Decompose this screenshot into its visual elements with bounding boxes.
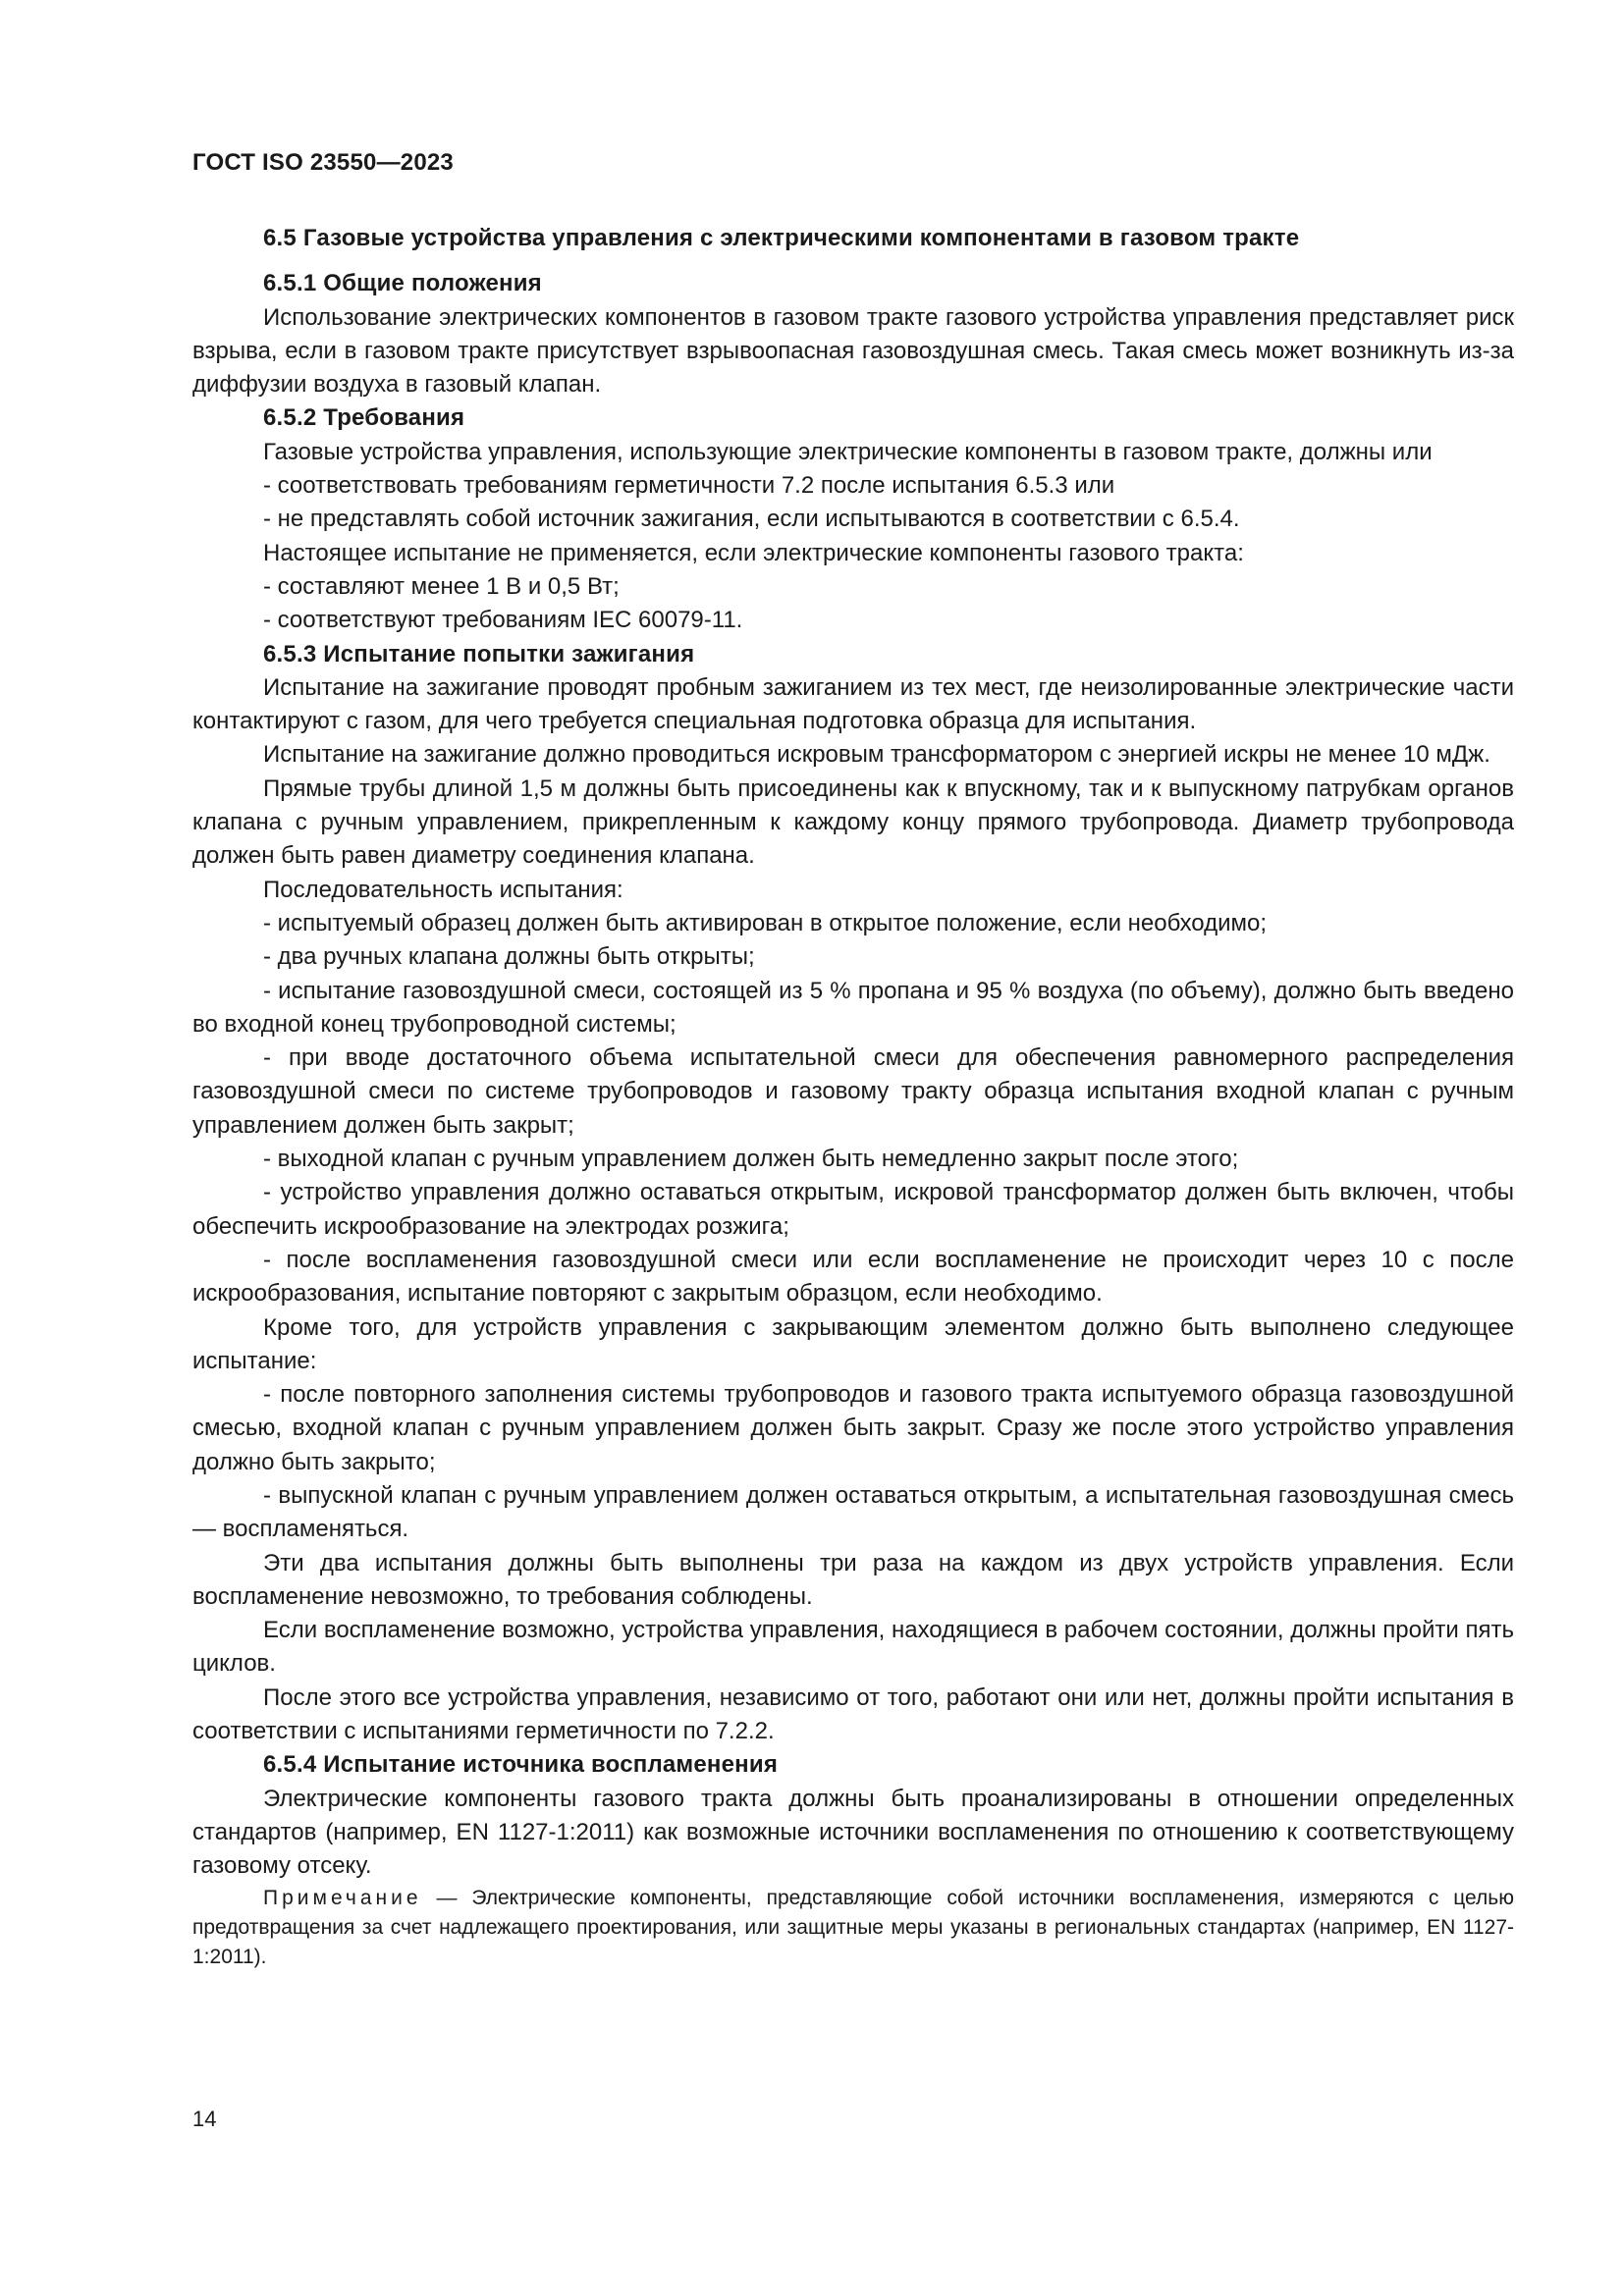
section-6-5-2-title: 6.5.2 Требования	[263, 404, 465, 432]
paragraph: Электрические компоненты газового тракта должны быть проанализированы в отношении определенных стандартов (например, EN 1127-1:2011) как возможные источники воспламенения по отношению к соответствующему газовому отсеку.	[192, 1785, 1514, 1880]
note	[192, 1884, 1514, 1972]
list-item: - не представлять собой источник зажигания, если испытываются в соответствии с 6.5.4.	[263, 506, 1240, 533]
list-item: - испытание газовоздушной смеси, состоящей из 5 % пропана и 95 % воздуха (по объему), должно быть введено во входной конец трубопроводной системы;	[192, 977, 1514, 1038]
paragraph: Прямые трубы длиной 1,5 м должны быть присоединены как к впускному, так и к выпускному патрубкам органов клапана с ручным управлением, прикрепленным к каждому концу прямого трубопровода. Диаметр трубопровода должен быть равен диаметру соединения клапана.	[192, 774, 1514, 870]
section-6-5-title: 6.5 Газовые устройства управления с электрическими компонентами в газовом тракте	[263, 225, 1300, 251]
paragraph: Испытание на зажигание проводят пробным зажиганием из тех мест, где неизолированные электрические части контактируют с газом, для чего требуется специальная подготовка образца для испытания.	[192, 673, 1514, 735]
list-item: - устройство управления должно оставаться открытым, искровой трансформатор должен быть включен, чтобы обеспечить искрообразование на электродах розжига;	[192, 1179, 1514, 1240]
list-item: - после воспламенения газовоздушной смеси или если воспламенение не происходит через 10 с после искрообразования, испытание повторяют с закрытым образцом, если необходимо.	[192, 1246, 1514, 1308]
list-item: - составляют менее 1 В и 0,5 Вт;	[263, 572, 620, 600]
paragraph: Использование электрических компонентов в газовом тракте газового устройства управления представляет риск взрыва, если в газовом тракте присутствует взрывоопасная газовоздушная смесь. Такая смесь может возникнуть из-за диффузии воздуха в газовый клапан.	[192, 303, 1514, 399]
section-6-5-4-title: 6.5.4 Испытание источника воспламенения	[263, 1751, 779, 1779]
paragraph: Кроме того, для устройств управления с закрывающим элементом должно быть выполнено следующее испытание:	[192, 1313, 1514, 1374]
section-6-5-1-title: 6.5.1 Общие положения	[263, 270, 542, 297]
list-item: - соответствовать требованиям герметичности 7.2 после испытания 6.5.3 или	[263, 472, 1115, 500]
list-item: - два ручных клапана должны быть открыты;	[263, 943, 755, 971]
paragraph: Если воспламенение возможно, устройства управления, находящиеся в рабочем состоянии, должны пройти пять циклов.	[192, 1617, 1514, 1678]
note-text: — Электрические компоненты, представляющие собой источники воспламенения, измеряются с целью предотвращения за счет надлежащего проектирования, или защитные меры указаны в региональных стандартах (например, EN 1127-1:2011).	[192, 1886, 1514, 1968]
paragraph: Последовательность испытания:	[263, 876, 623, 903]
paragraph: Настоящее испытание не применяется, если электрические компоненты газового тракта:	[263, 539, 1244, 566]
page-number: 14	[192, 2107, 217, 2131]
list-item: - выпускной клапан с ручным управлением должен оставаться открытым, а испытательная газовоздушная смесь — воспламеняться.	[192, 1481, 1514, 1543]
document-code: ГОСТ ISO 23550—2023	[192, 149, 454, 176]
paragraph: Эти два испытания должны быть выполнены три раза на каждом из двух устройств управления. Если воспламенение невозможно, то требования соблюдены.	[192, 1549, 1514, 1610]
list-item: - выходной клапан с ручным управлением должен быть немедленно закрыт после этого;	[263, 1146, 1239, 1173]
list-item: - соответствуют требованиям IEC 60079-11.	[263, 607, 743, 634]
paragraph: После этого все устройства управления, независимо от того, работают они или нет, должны пройти испытания в соответствии с испытаниями герметичности по 7.2.2.	[192, 1683, 1514, 1745]
paragraph: Испытание на зажигание должно проводиться искровым трансформатором с энергией искры не менее 10 мДж.	[263, 741, 1490, 769]
paragraph: Газовые устройства управления, использующие электрические компоненты в газовом тракте, должны или	[263, 438, 1433, 465]
section-6-5-3-title: 6.5.3 Испытание попытки зажигания	[263, 640, 695, 667]
list-item: - при вводе достаточного объема испытательной смеси для обеспечения равномерного распределения газовоздушной смеси по системе трубопроводов и газовому тракту образца испытания входной клапан с ручным управлением должен быть закрыт;	[192, 1044, 1514, 1139]
page-content	[192, 222, 1514, 1972]
note-label: Примечание	[263, 1886, 422, 1909]
list-item: - испытуемый образец должен быть активирован в открытое положение, если необходимо;	[263, 909, 1268, 936]
list-item: - после повторного заполнения системы трубопроводов и газового тракта испытуемого образца газовоздушной смесью, входной клапан с ручным управлением должен быть закрыт. Сразу же после этого устройство управления должно быть закрыто;	[192, 1381, 1514, 1475]
